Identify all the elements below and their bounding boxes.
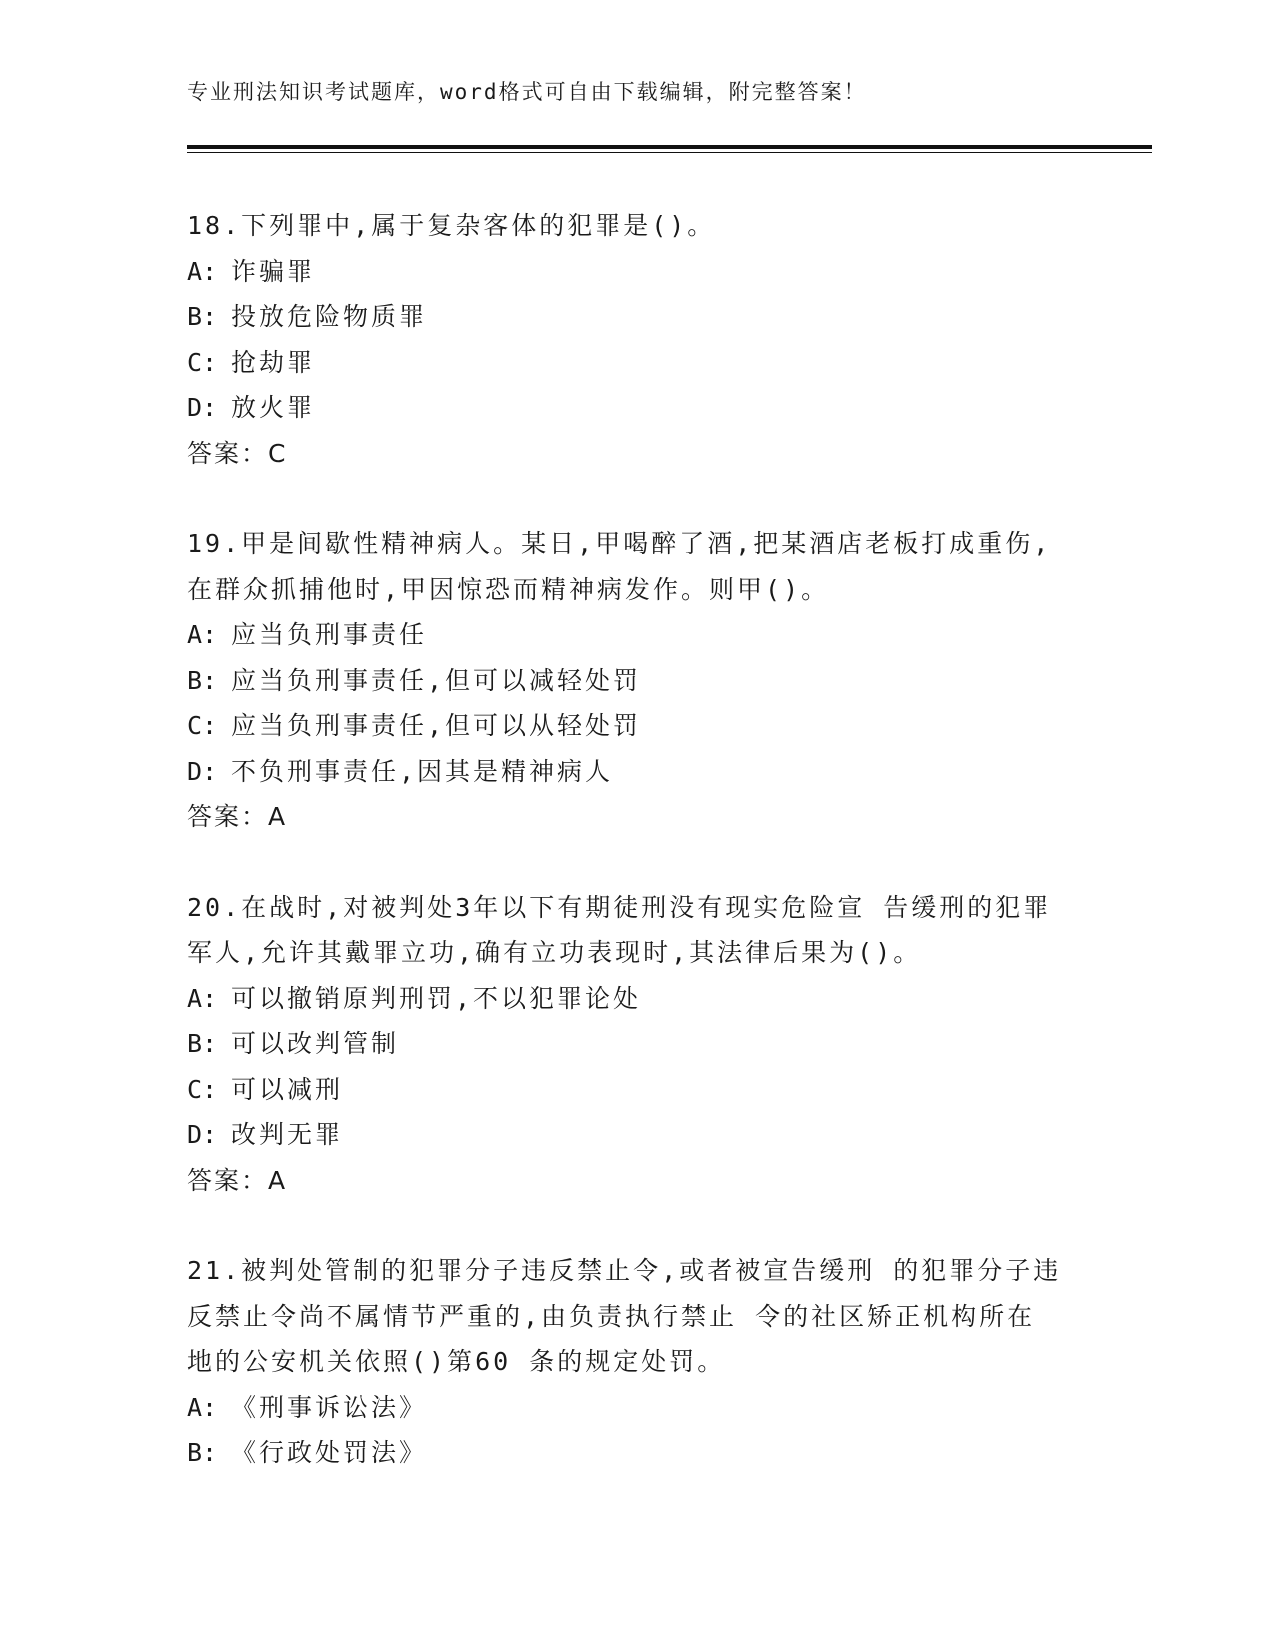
option-text: 《行政处罚法》 (231, 1438, 428, 1467)
question-18 (187, 203, 1137, 476)
option-label: B: (187, 1029, 218, 1058)
option-label: C: (187, 1074, 218, 1104)
option-text: 应当负刑事责任 (231, 620, 428, 649)
question-stem: 19.甲是间歇性精神病人。某日,甲喝醉了酒,把某酒店老板打成重伤, (187, 529, 1052, 558)
option-text: 放火罪 (231, 393, 316, 422)
option-text: 诈骗罪 (231, 256, 316, 286)
option-c (187, 703, 1137, 749)
option-a (187, 612, 1137, 658)
question-stem: 21.被判处管制的犯罪分子违反禁止令,或者被宣告缓刑 的犯罪分子违 (187, 1256, 1062, 1285)
option-label: D: (187, 393, 218, 422)
option-label: C: (187, 347, 218, 377)
option-text: 可以减刑 (231, 1074, 344, 1104)
option-label: A: (187, 983, 218, 1013)
option-d (187, 385, 1137, 431)
option-text: 可以撤销原判刑罚,不以犯罪论处 (231, 983, 642, 1013)
option-text: 可以改判管制 (231, 1029, 400, 1058)
question-stem: 18.下列罪中,属于复杂客体的犯罪是()。 (187, 211, 716, 240)
option-text: 改判无罪 (231, 1120, 344, 1149)
option-d (187, 1112, 1137, 1158)
question-stem: 反禁止令尚不属情节严重的,由负责执行禁止 令的社区矫正机构所在 (187, 1301, 1036, 1331)
question-stem: 在群众抓捕他时,甲因惊恐而精神病发作。则甲()。 (187, 574, 830, 604)
question-19 (187, 521, 1137, 840)
answer: 答案：A (187, 802, 288, 831)
option-label: A: (187, 1392, 218, 1422)
option-text: 《刑事诉讼法》 (231, 1392, 428, 1422)
option-a (187, 249, 1137, 295)
option-label: A: (187, 620, 218, 649)
option-d (187, 749, 1137, 795)
option-label: C: (187, 711, 218, 740)
option-label: B: (187, 302, 218, 331)
option-label: B: (187, 665, 218, 695)
option-b (187, 1430, 1137, 1476)
option-a (187, 976, 1137, 1022)
option-label: D: (187, 756, 218, 786)
question-stem: 20.在战时,对被判处3年以下有期徒刑没有现实危险宣 告缓刑的犯罪 (187, 892, 1052, 922)
option-text: 抢劫罪 (231, 347, 316, 377)
option-b (187, 294, 1137, 340)
option-text: 应当负刑事责任,但可以减轻处罚 (231, 665, 642, 695)
answer: 答案：C (187, 438, 288, 468)
option-label: D: (187, 1120, 218, 1149)
answer: 答案：A (187, 1165, 288, 1195)
option-b (187, 658, 1137, 704)
header-rule-thin (187, 152, 1152, 153)
option-label: B: (187, 1438, 218, 1467)
option-a (187, 1385, 1137, 1431)
option-c (187, 1067, 1137, 1113)
question-list (187, 203, 1137, 1521)
option-text: 不负刑事责任,因其是精神病人 (231, 756, 614, 786)
option-text: 投放危险物质罪 (231, 302, 428, 331)
header-rule-thick (187, 145, 1152, 149)
question-20 (187, 885, 1137, 1204)
question-stem: 地的公安机关依照()第60 条的规定处罚。 (187, 1347, 726, 1376)
option-label: A: (187, 256, 218, 286)
option-text: 应当负刑事责任,但可以从轻处罚 (231, 711, 642, 740)
option-c (187, 340, 1137, 386)
page-header: 专业刑法知识考试题库，word格式可自由下载编辑，附完整答案！ (187, 80, 867, 104)
question-21 (187, 1248, 1137, 1476)
question-stem: 军人,允许其戴罪立功,确有立功表现时,其法律后果为()。 (187, 938, 922, 967)
option-b (187, 1021, 1137, 1067)
